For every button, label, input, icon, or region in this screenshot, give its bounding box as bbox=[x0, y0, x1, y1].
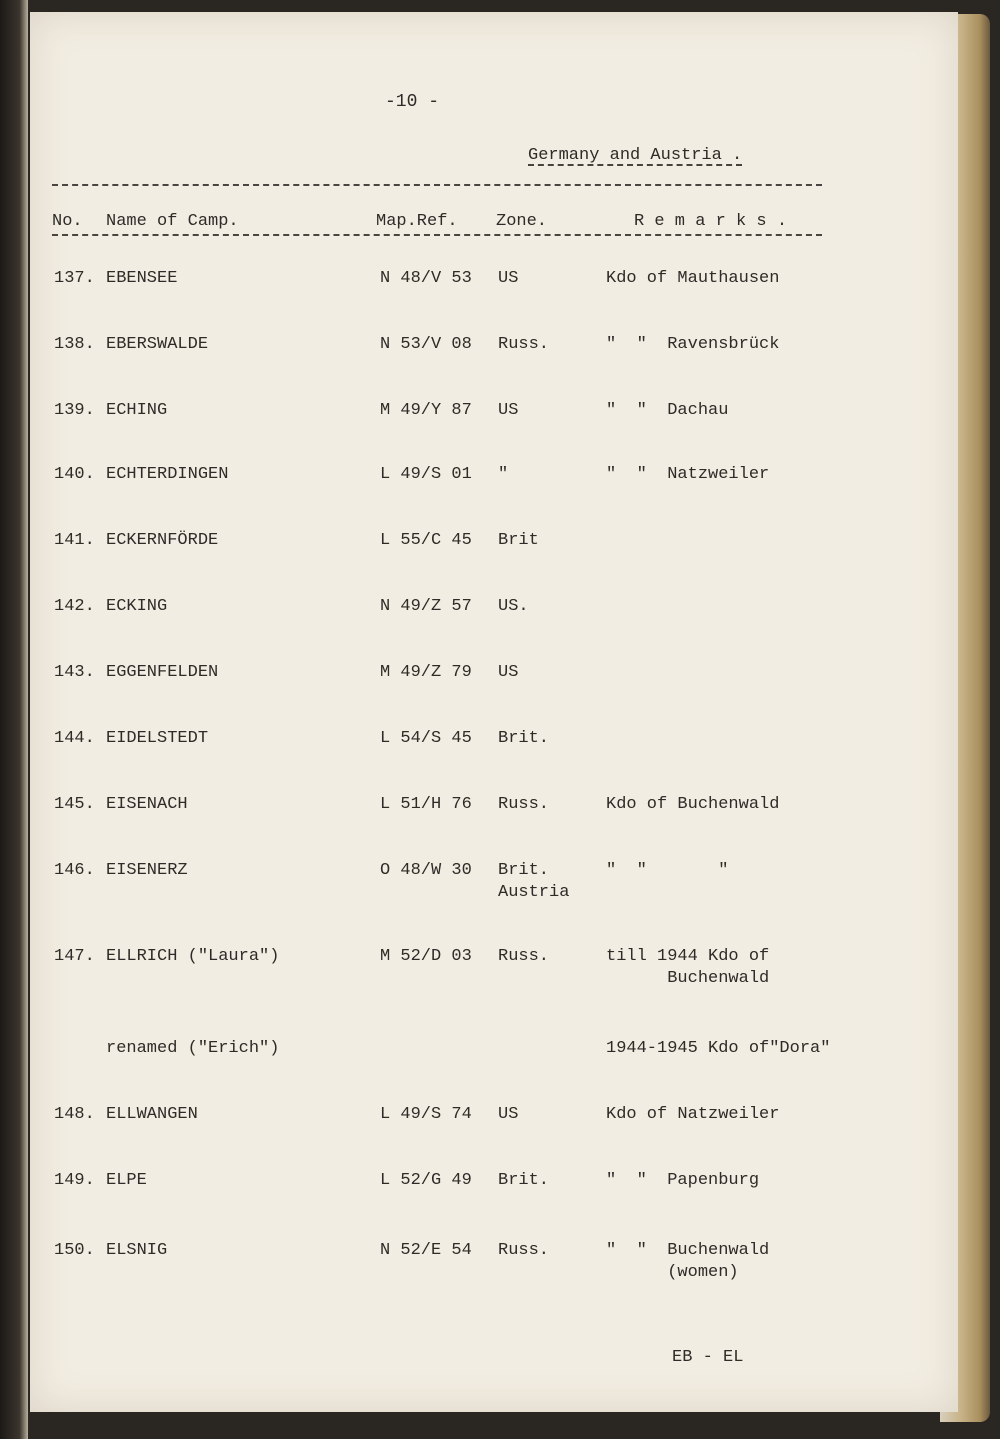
camp-name: ECKERNFÖRDE bbox=[106, 531, 219, 550]
zone: Russ. bbox=[498, 947, 550, 966]
remarks: " " Natzweiler bbox=[606, 465, 770, 484]
row-number: 141. bbox=[54, 531, 95, 550]
map-reference: L 52/G 49 bbox=[380, 1171, 472, 1190]
zone: Brit. bbox=[498, 729, 550, 748]
map-reference: N 52/E 54 bbox=[380, 1241, 472, 1260]
remarks: " " " bbox=[606, 861, 729, 880]
zone: Russ. bbox=[498, 1241, 550, 1260]
map-reference: O 48/W 30 bbox=[380, 861, 472, 880]
camp-name: ELSNIG bbox=[106, 1241, 168, 1260]
row-number: 149. bbox=[54, 1171, 95, 1190]
map-reference: L 54/S 45 bbox=[380, 729, 472, 748]
row-number: 137. bbox=[54, 269, 95, 288]
remarks: 1944-1945 Kdo of"Dora" bbox=[606, 1039, 831, 1058]
row-number: 148. bbox=[54, 1105, 95, 1124]
header-zone: Zone. bbox=[496, 212, 548, 231]
zone: Russ. bbox=[498, 795, 550, 814]
zone: US bbox=[498, 663, 519, 682]
row-number: 145. bbox=[54, 795, 95, 814]
header-rule-bottom bbox=[52, 234, 822, 236]
camp-name: EBERSWALDE bbox=[106, 335, 209, 354]
map-reference: N 49/Z 57 bbox=[380, 597, 472, 616]
zone: Brit. bbox=[498, 1171, 550, 1190]
camp-name: EISENACH bbox=[106, 795, 188, 814]
camp-name: ECKING bbox=[106, 597, 168, 616]
book-binding bbox=[0, 0, 28, 1439]
remarks: " " Dachau bbox=[606, 401, 729, 420]
remarks: " " Buchenwald (women) bbox=[606, 1241, 770, 1282]
remarks: Kdo of Buchenwald bbox=[606, 795, 780, 814]
header-mapref: Map.Ref. bbox=[376, 212, 458, 231]
row-number: 144. bbox=[54, 729, 95, 748]
header-no: No. bbox=[52, 212, 83, 231]
remarks: till 1944 Kdo of Buchenwald bbox=[606, 947, 770, 988]
zone: US bbox=[498, 1105, 519, 1124]
map-reference: N 53/V 08 bbox=[380, 335, 472, 354]
camp-name: ECHTERDINGEN bbox=[106, 465, 229, 484]
camp-name: EBENSEE bbox=[106, 269, 178, 288]
page-number: -10 - bbox=[385, 92, 440, 112]
camp-name: renamed ("Erich") bbox=[106, 1039, 280, 1058]
header-name: Name of Camp. bbox=[106, 212, 239, 231]
remarks: " " Ravensbrück bbox=[606, 335, 780, 354]
camp-name: ELLRICH ("Laura") bbox=[106, 947, 280, 966]
zone: US. bbox=[498, 597, 529, 616]
camp-name: ELPE bbox=[106, 1171, 147, 1190]
map-reference: L 49/S 74 bbox=[380, 1105, 472, 1124]
region-title: Germany and Austria . bbox=[528, 146, 743, 165]
camp-name: ECHING bbox=[106, 401, 168, 420]
map-reference: M 49/Y 87 bbox=[380, 401, 472, 420]
header-remarks: R e m a r k s . bbox=[634, 212, 788, 231]
row-number: 142. bbox=[54, 597, 95, 616]
map-reference: M 49/Z 79 bbox=[380, 663, 472, 682]
zone: Russ. bbox=[498, 335, 550, 354]
map-reference: L 49/S 01 bbox=[380, 465, 472, 484]
zone: " bbox=[498, 465, 509, 484]
zone: Brit. Austria bbox=[498, 861, 570, 902]
zone: US bbox=[498, 401, 519, 420]
remarks: " " Papenburg bbox=[606, 1171, 760, 1190]
map-reference: L 51/H 76 bbox=[380, 795, 472, 814]
row-number: 138. bbox=[54, 335, 95, 354]
row-number: 140. bbox=[54, 465, 95, 484]
zone: Brit bbox=[498, 531, 539, 550]
document-page bbox=[30, 12, 958, 1412]
row-number: 143. bbox=[54, 663, 95, 682]
footer-code: EB - EL bbox=[672, 1348, 744, 1367]
zone: US bbox=[498, 269, 519, 288]
row-number: 147. bbox=[54, 947, 95, 966]
camp-name: EISENERZ bbox=[106, 861, 188, 880]
camp-name: EGGENFELDEN bbox=[106, 663, 219, 682]
row-number: 150. bbox=[54, 1241, 95, 1260]
header-rule-top bbox=[52, 184, 822, 186]
map-reference: N 48/V 53 bbox=[380, 269, 472, 288]
remarks: Kdo of Mauthausen bbox=[606, 269, 780, 288]
camp-name: ELLWANGEN bbox=[106, 1105, 198, 1124]
row-number: 139. bbox=[54, 401, 95, 420]
remarks: Kdo of Natzweiler bbox=[606, 1105, 780, 1124]
map-reference: M 52/D 03 bbox=[380, 947, 472, 966]
row-number: 146. bbox=[54, 861, 95, 880]
camp-name: EIDELSTEDT bbox=[106, 729, 209, 748]
map-reference: L 55/C 45 bbox=[380, 531, 472, 550]
